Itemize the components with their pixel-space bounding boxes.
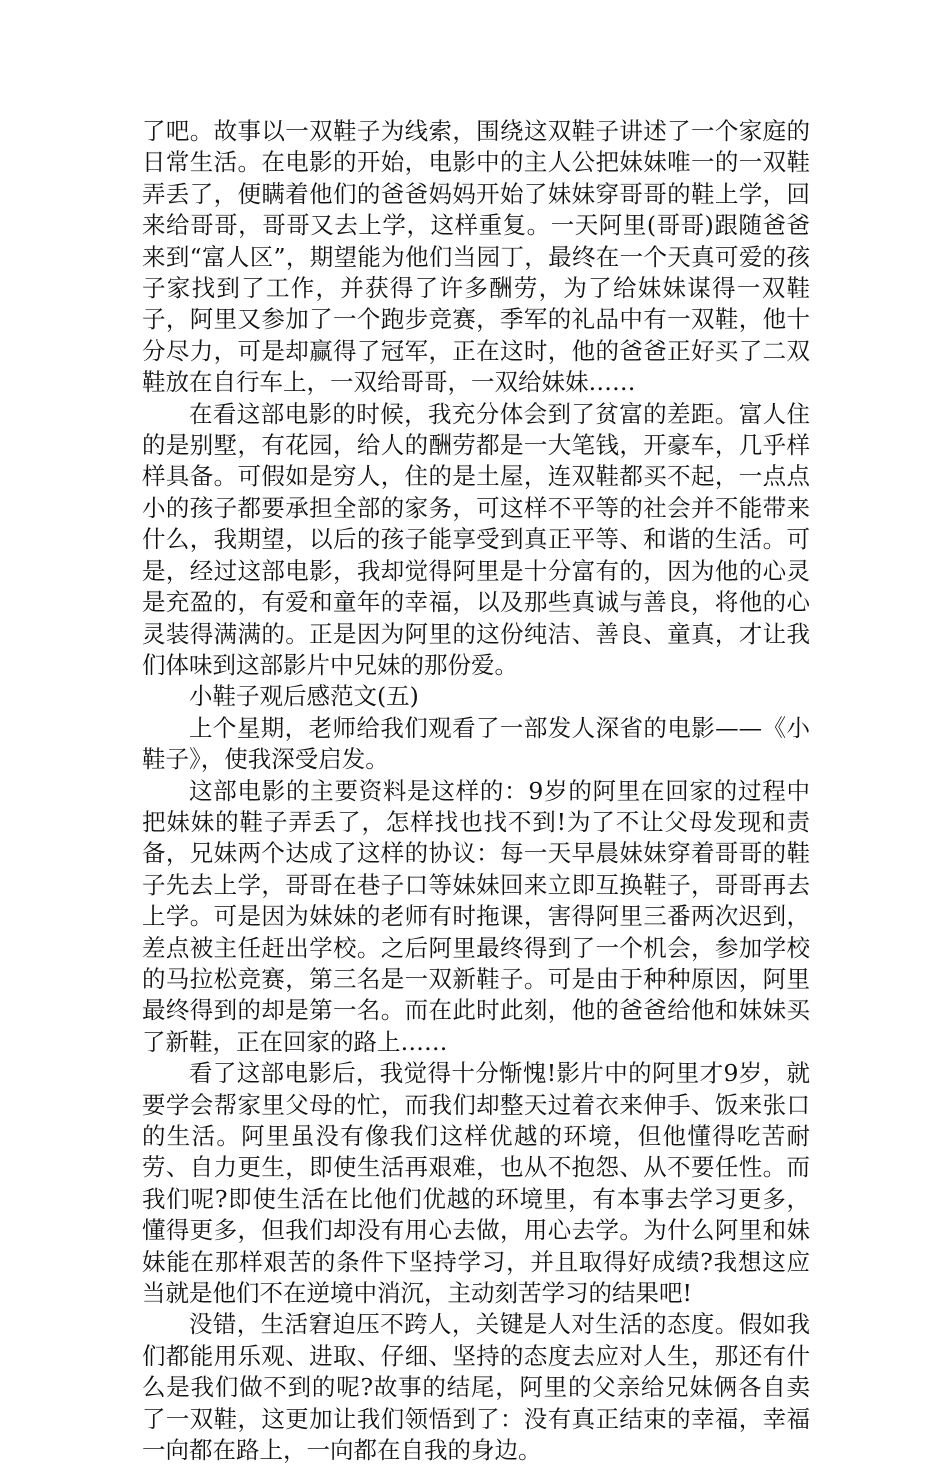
paragraph-3: 上个星期，老师给我们观看了一部发人深省的电影——《小鞋子》，使我深受启发。 bbox=[142, 713, 810, 774]
section-heading: 小鞋子观后感范文(五) bbox=[189, 682, 419, 711]
paragraph-4: 这部电影的主要资料是这样的：9岁的阿里在回家的过程中把妹妹的鞋子弄丢了，怎样找也找不到!为了不让父母发现和责备，兄妹两个达成了这样的协议：每一天早晨妹妹穿着哥哥的鞋子先去上学，哥哥在巷子口等妹妹回来立即互换鞋子，哥哥再去上学。可是因为妹妹的老师有时拖课，害得阿里三番两次迟到，差点被主任赶出学校。之后阿里最终得到了一个机会，参加学校的马拉松竞赛，第三名是一双新鞋子。可是由于种种原因，阿里最终得到的却是第一名。而在此时此刻，他的爸爸给他和妹妹买了新鞋，正在回家的路上…… bbox=[142, 776, 810, 1056]
paragraph-5: 看了这部电影后，我觉得十分惭愧!影片中的阿里才9岁，就要学会帮家里父母的忙，而我们却整天过着衣来伸手、饭来张口的生活。阿里虽没有像我们这样优越的环境，但他懂得吃苦耐劳、自力更生，即使生活再艰难，也从不抱怨、从不要任性。而我们呢?即使生活在比他们优越的环境里，有本事去学习更多，懂得更多，但我们却没有用心去做，用心去学。为什么阿里和妹妹能在那样艰苦的条件下坚持学习，并且取得好成绩?我想这应当就是他们不在逆境中消沉，主动刻苦学习的结果吧! bbox=[142, 1059, 810, 1308]
paragraph-2: 在看这部电影的时候，我充分体会到了贫富的差距。富人住的是别墅，有花园，给人的酬劳都是一大笔钱，开豪车，几乎样样具备。可假如是穷人，住的是土屋，连双鞋都买不起，一点点小的孩子都要承担全部的家务，可这样不平等的社会并不能带来什么，我期望，以后的孩子能享受到真正平等、和谐的生活。可是，经过这部电影，我却觉得阿里是十分富有的，因为他的心灵是充盈的，有爱和童年的幸福，以及那些真诚与善良，将他的心灵装得满满的。正是因为阿里的这份纯洁、善良、童真，才让我们体味到这部影片中兄妹的那份爱。 bbox=[142, 399, 810, 679]
paragraph-1: 了吧。故事以一双鞋子为线索，围绕这双鞋子讲述了一个家庭的日常生活。在电影的开始，电影中的主人公把妹妹唯一的一双鞋弄丢了，便瞒着他们的爸爸妈妈开始了妹妹穿哥哥的鞋上学，回来给哥哥，哥哥又去上学，这样重复。一天阿里(哥哥)跟随爸爸来到“富人区”，期望能为他们当园丁，最终在一个天真可爱的孩子家找到了工作，并获得了许多酬劳，为了给妹妹谋得一双鞋子，阿里又参加了一个跑步竞赛，季军的礼品中有一双鞋，他十分尽力，可是却赢得了冠军，正在这时，他的爸爸正好买了二双鞋放在自行车上，一双给哥哥，一双给妹妹…… bbox=[142, 117, 810, 397]
paragraph-6: 没错，生活窘迫压不跨人，关键是人对生活的态度。假如我们都能用乐观、进取、仔细、坚持的态度去应对人生，那还有什么是我们做不到的呢?故事的结尾，阿里的父亲给兄妹俩各自卖了一双鞋，这更加让我们领悟到了：没有真正结束的幸福，幸福一向都在路上，一向都在自我的身边。 bbox=[142, 1310, 810, 1465]
document-body bbox=[142, 116, 810, 1466]
